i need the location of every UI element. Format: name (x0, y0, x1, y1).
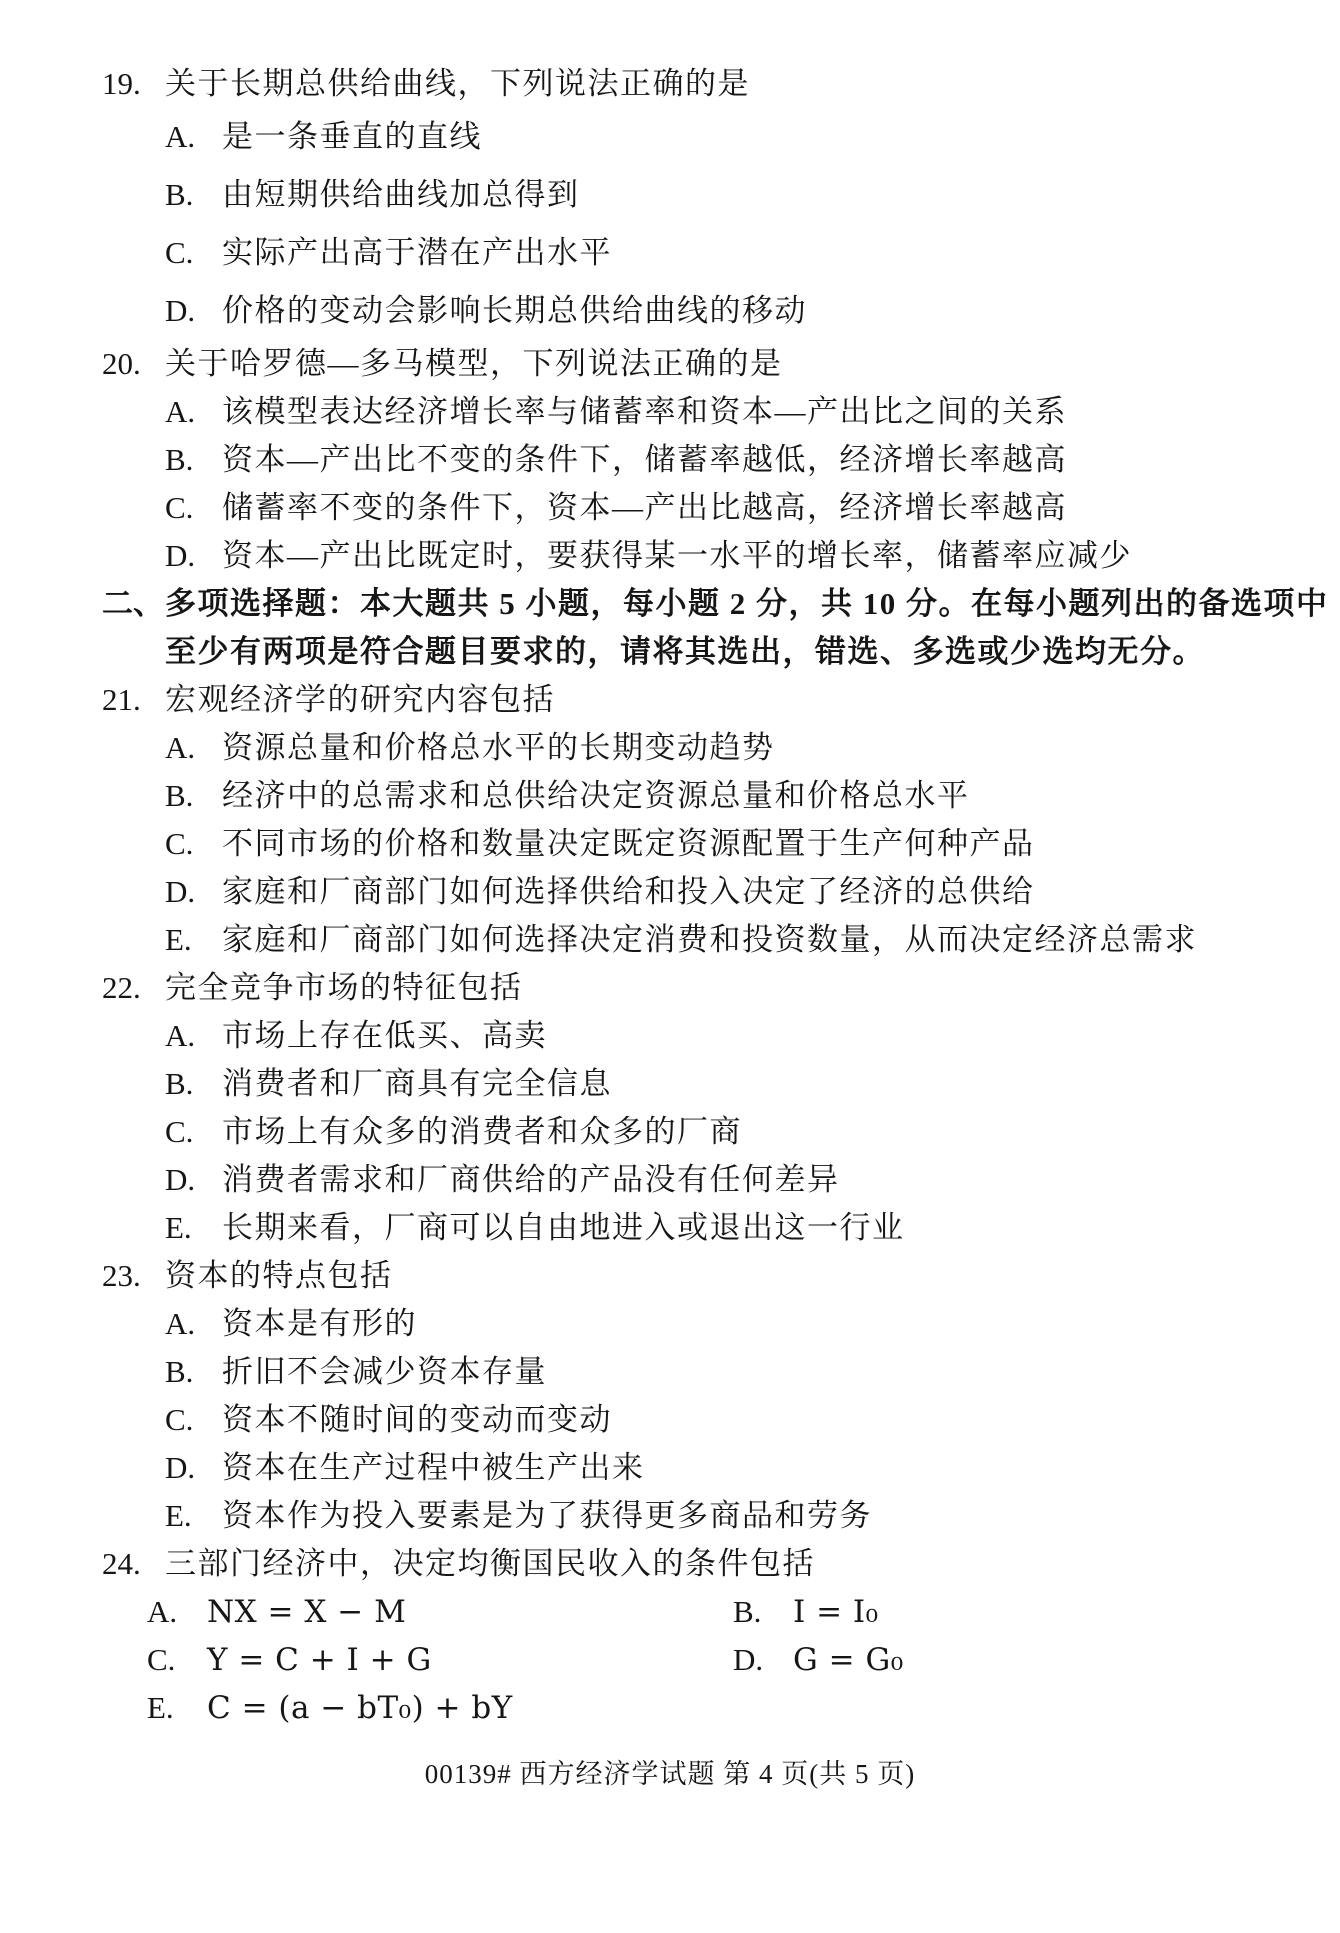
option-label: C. (165, 235, 194, 270)
question-23-option-e (0, 1492, 1340, 1540)
question-20 (0, 340, 1340, 580)
question-23-option-b (0, 1348, 1340, 1396)
option-label: C. (165, 1402, 194, 1437)
question-22-stem (0, 964, 1340, 1012)
question-20-option-b (0, 436, 1340, 484)
question-22-option-a (0, 1012, 1340, 1060)
question-20-stem (0, 340, 1340, 388)
option-label: B. (733, 1594, 762, 1629)
option-label: A. (165, 730, 196, 765)
option-text: 家庭和厂商部门如何选择决定消费和投资数量，从而决定经济总需求 (222, 922, 1197, 957)
question-21-stem (0, 676, 1340, 724)
question-21-option-e (0, 916, 1340, 964)
page-footer (0, 1754, 1340, 1794)
option-text: 折旧不会减少资本存量 (222, 1354, 547, 1389)
question-19-option-b (0, 166, 1340, 224)
question-24-option-b (733, 1588, 879, 1636)
option-label: D. (165, 1450, 196, 1485)
question-24 (0, 1540, 1340, 1732)
option-formula: Y = C + I + G (207, 1642, 432, 1678)
question-23-option-a (0, 1300, 1340, 1348)
question-24-row-cd (0, 1636, 1340, 1684)
option-label: A. (165, 1018, 196, 1053)
question-19-option-a (0, 108, 1340, 166)
option-label: D. (733, 1642, 764, 1677)
question-19-option-d (0, 282, 1340, 340)
option-text: 家庭和厂商部门如何选择供给和投入决定了经济的总供给 (222, 874, 1035, 909)
option-label: B. (165, 778, 194, 813)
option-formula: NX = X − M (207, 1594, 407, 1630)
option-text: 消费者和厂商具有完全信息 (222, 1066, 612, 1101)
option-text: 资源总量和价格总水平的长期变动趋势 (222, 730, 775, 765)
question-text: 关于哈罗德—多马模型，下列说法正确的是 (165, 346, 783, 381)
question-22-option-d (0, 1156, 1340, 1204)
question-number: 20. (102, 346, 141, 381)
option-text: 资本—产出比既定时，要获得某一水平的增长率，储蓄率应减少 (222, 538, 1132, 573)
question-19-stem (0, 60, 1340, 108)
question-22-option-e (0, 1204, 1340, 1252)
question-23-stem (0, 1252, 1340, 1300)
option-label: A. (165, 119, 196, 154)
option-text: 市场上存在低买、高卖 (222, 1018, 547, 1053)
option-text: 价格的变动会影响长期总供给曲线的移动 (222, 293, 807, 328)
option-label: C. (165, 490, 194, 525)
question-21-option-d (0, 868, 1340, 916)
question-24-row-e (0, 1684, 1340, 1732)
option-text: 储蓄率不变的条件下，资本—产出比越高，经济增长率越高 (222, 490, 1067, 525)
option-label: B. (165, 1066, 194, 1101)
option-text: 由短期供给曲线加总得到 (222, 177, 580, 212)
question-text: 完全竞争市场的特征包括 (165, 970, 523, 1005)
option-formula: I = I₀ (793, 1594, 879, 1630)
question-number: 24. (102, 1546, 141, 1581)
option-text: 该模型表达经济增长率与储蓄率和资本—产出比之间的关系 (222, 394, 1067, 429)
option-label: B. (165, 177, 194, 212)
option-text: 不同市场的价格和数量决定既定资源配置于生产何种产品 (222, 826, 1035, 861)
option-formula: C = (a − bT₀) + bY (207, 1690, 513, 1726)
question-text: 三部门经济中，决定均衡国民收入的条件包括 (165, 1546, 815, 1581)
question-24-stem (0, 1540, 1340, 1588)
section-2-heading (0, 580, 1340, 676)
section-2-line-1 (0, 580, 1340, 628)
option-text: 资本作为投入要素是为了获得更多商品和劳务 (222, 1498, 872, 1533)
option-text: 资本不随时间的变动而变动 (222, 1402, 612, 1437)
option-label: A. (165, 394, 196, 429)
question-22-option-c (0, 1108, 1340, 1156)
question-21-option-c (0, 820, 1340, 868)
option-label: D. (165, 874, 196, 909)
question-22 (0, 964, 1340, 1252)
question-text: 宏观经济学的研究内容包括 (165, 682, 555, 717)
option-label: C. (165, 1114, 194, 1149)
question-23 (0, 1252, 1340, 1540)
option-text: 实际产出高于潜在产出水平 (222, 235, 612, 270)
option-text: 资本是有形的 (222, 1306, 417, 1341)
option-text: 资本—产出比不变的条件下，储蓄率越低，经济增长率越高 (222, 442, 1067, 477)
question-21-option-b (0, 772, 1340, 820)
option-label: D. (165, 293, 196, 328)
option-text: 经济中的总需求和总供给决定资源总量和价格总水平 (222, 778, 970, 813)
option-label: C. (165, 826, 194, 861)
option-formula: G = G₀ (793, 1642, 904, 1678)
question-24-option-d (733, 1636, 904, 1684)
option-label: A. (165, 1306, 196, 1341)
option-label: C. (147, 1642, 176, 1677)
question-21 (0, 676, 1340, 964)
section-2-line-2 (0, 628, 1340, 676)
section-label: 二、 (102, 586, 164, 621)
option-label: B. (165, 442, 194, 477)
option-text: 长期来看，厂商可以自由地进入或退出这一行业 (222, 1210, 905, 1245)
question-20-option-c (0, 484, 1340, 532)
question-24-row-ab (0, 1588, 1340, 1636)
question-22-option-b (0, 1060, 1340, 1108)
section-text: 多项选择题：本大题共 5 小题，每小题 2 分，共 10 分。在每小题列出的备选项中 (165, 586, 1329, 621)
option-label: B. (165, 1354, 194, 1389)
option-label: A. (147, 1594, 178, 1629)
question-21-option-a (0, 724, 1340, 772)
option-label: D. (165, 1162, 196, 1197)
question-number: 21. (102, 682, 141, 717)
option-text: 是一条垂直的直线 (222, 119, 482, 154)
option-text: 市场上有众多的消费者和众多的厂商 (222, 1114, 742, 1149)
question-19-option-c (0, 224, 1340, 282)
question-20-option-d (0, 532, 1340, 580)
question-number: 22. (102, 970, 141, 1005)
question-19 (0, 60, 1340, 340)
option-label: E. (165, 1498, 192, 1533)
option-label: E. (165, 922, 192, 957)
question-20-option-a (0, 388, 1340, 436)
option-text: 资本在生产过程中被生产出来 (222, 1450, 645, 1485)
option-label: E. (165, 1210, 192, 1245)
question-text: 关于长期总供给曲线，下列说法正确的是 (165, 66, 750, 101)
question-text: 资本的特点包括 (165, 1258, 393, 1293)
section-text: 至少有两项是符合题目要求的，请将其选出，错选、多选或少选均无分。 (165, 634, 1205, 669)
option-label: E. (147, 1690, 174, 1725)
question-23-option-c (0, 1396, 1340, 1444)
page-footer-text: 00139# 西方经济学试题 第 4 页(共 5 页) (424, 1759, 916, 1789)
question-number: 19. (102, 66, 141, 101)
question-number: 23. (102, 1258, 141, 1293)
option-text: 消费者需求和厂商供给的产品没有任何差异 (222, 1162, 840, 1197)
question-23-option-d (0, 1444, 1340, 1492)
option-label: D. (165, 538, 196, 573)
